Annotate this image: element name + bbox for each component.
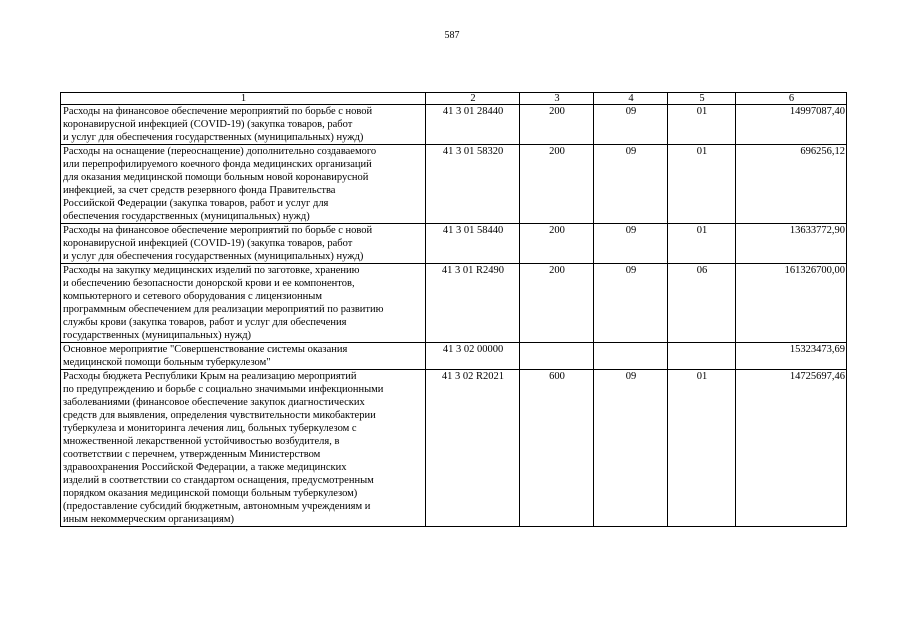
row-code: 41 3 01 58440 (426, 224, 520, 264)
table-row (61, 105, 847, 145)
description-line: множественной лекарственной устойчивостью возбудителя, в (63, 436, 340, 447)
description-line: и услуг для обеспечения государственных (муниципальных) нужд) (63, 132, 364, 143)
row-expense-type: 600 (520, 370, 594, 527)
description-line: Расходы на финансовое обеспечение мероприятий по борьбе с новой (63, 106, 373, 117)
row-expense-type: 200 (520, 224, 594, 264)
description-line: программным обеспечением для реализации мероприятий по развитию (63, 304, 384, 315)
table-row (61, 343, 847, 370)
description-line: изделий в соответствии со стандартом оснащения, предусмотренным (63, 475, 374, 486)
row-amount: 15323473,69 (736, 343, 847, 370)
column-header-1: 1 (61, 93, 426, 105)
description-line: компьютерного и сетевого оборудования с лицензионным (63, 291, 322, 302)
row-subsection: 01 (668, 145, 736, 224)
row-subsection: 01 (668, 370, 736, 527)
description-line: Российской Федерации (закупка товаров, работ и услуг для (63, 198, 329, 209)
description-line: соответствии с перечнем, утвержденным Министерством (63, 449, 321, 460)
row-subsection (668, 343, 736, 370)
row-expense-type: 200 (520, 264, 594, 343)
column-header-5: 5 (668, 93, 736, 105)
column-header-2: 2 (426, 93, 520, 105)
row-description (61, 370, 426, 527)
column-header-4: 4 (594, 93, 668, 105)
row-amount: 696256,12 (736, 145, 847, 224)
description-line: здравоохранения Российской Федерации, а также медицинских (63, 462, 347, 473)
row-subsection: 01 (668, 105, 736, 145)
row-code: 41 3 02 R2021 (426, 370, 520, 527)
description-line: медицинской помощи больным туберкулезом" (63, 357, 271, 368)
table-header-row (61, 93, 847, 105)
row-code: 41 3 01 28440 (426, 105, 520, 145)
row-code: 41 3 01 R2490 (426, 264, 520, 343)
row-code: 41 3 02 00000 (426, 343, 520, 370)
row-section (594, 343, 668, 370)
budget-table (60, 92, 847, 527)
description-line: коронавирусной инфекцией (COVID-19) (закупка товаров, работ (63, 119, 353, 130)
column-header-3: 3 (520, 93, 594, 105)
row-amount: 161326700,00 (736, 264, 847, 343)
description-line: Расходы на закупку медицинских изделий по заготовке, хранению (63, 265, 360, 276)
row-amount: 14725697,46 (736, 370, 847, 527)
row-subsection: 06 (668, 264, 736, 343)
description-line: иным некоммерческим организациям) (63, 514, 234, 525)
description-line: Основное мероприятие "Совершенствование системы оказания (63, 344, 348, 355)
table-row (61, 145, 847, 224)
row-amount: 14997087,40 (736, 105, 847, 145)
row-description (61, 145, 426, 224)
description-line: для оказания медицинской помощи больным новой коронавирусной (63, 172, 369, 183)
row-expense-type: 200 (520, 145, 594, 224)
description-line: Расходы на оснащение (переоснащение) дополнительно создаваемого (63, 146, 377, 157)
row-expense-type (520, 343, 594, 370)
row-subsection: 01 (668, 224, 736, 264)
description-line: и услуг для обеспечения государственных (муниципальных) нужд) (63, 251, 364, 262)
description-line: по предупреждению и борьбе с социально значимыми инфекционными (63, 384, 384, 395)
table-row (61, 224, 847, 264)
column-header-6: 6 (736, 93, 847, 105)
row-amount: 13633772,90 (736, 224, 847, 264)
row-section: 09 (594, 264, 668, 343)
row-section: 09 (594, 105, 668, 145)
table-row (61, 370, 847, 527)
row-code: 41 3 01 58320 (426, 145, 520, 224)
table-row (61, 264, 847, 343)
description-line: (предоставление субсидий бюджетным, автономным учреждениям и (63, 501, 371, 512)
description-line: порядком оказания медицинской помощи больным туберкулезом) (63, 488, 358, 499)
description-line: Расходы бюджета Республики Крым на реализацию мероприятий (63, 371, 357, 382)
description-line: средств для выявления, определения чувствительности микобактерии (63, 410, 376, 421)
row-section: 09 (594, 145, 668, 224)
row-description (61, 264, 426, 343)
description-line: и обеспечению безопасности донорской крови и ее компонентов, (63, 278, 355, 289)
row-section: 09 (594, 224, 668, 264)
description-line: Расходы на финансовое обеспечение мероприятий по борьбе с новой (63, 225, 373, 236)
description-line: государственных (муниципальных) нужд) (63, 330, 252, 341)
description-line: заболеваниями (финансовое обеспечение закупок диагностических (63, 397, 365, 408)
description-line: или перепрофилируемого коечного фонда медицинских организаций (63, 159, 372, 170)
page-number: 587 (444, 30, 460, 41)
row-description (61, 105, 426, 145)
description-line: коронавирусной инфекцией (COVID-19) (закупка товаров, работ (63, 238, 353, 249)
row-description (61, 224, 426, 264)
description-line: обеспечения государственных (муниципальных) нужд) (63, 211, 310, 222)
table-body (61, 105, 847, 527)
row-description (61, 343, 426, 370)
row-expense-type: 200 (520, 105, 594, 145)
description-line: службы крови (закупка товаров, работ и услуг для обеспечения (63, 317, 347, 328)
description-line: инфекцией, за счет средств резервного фонда Правительства (63, 185, 336, 196)
description-line: туберкулеза и мониторинга лечения лиц, больных туберкулезом с (63, 423, 357, 434)
row-section: 09 (594, 370, 668, 527)
